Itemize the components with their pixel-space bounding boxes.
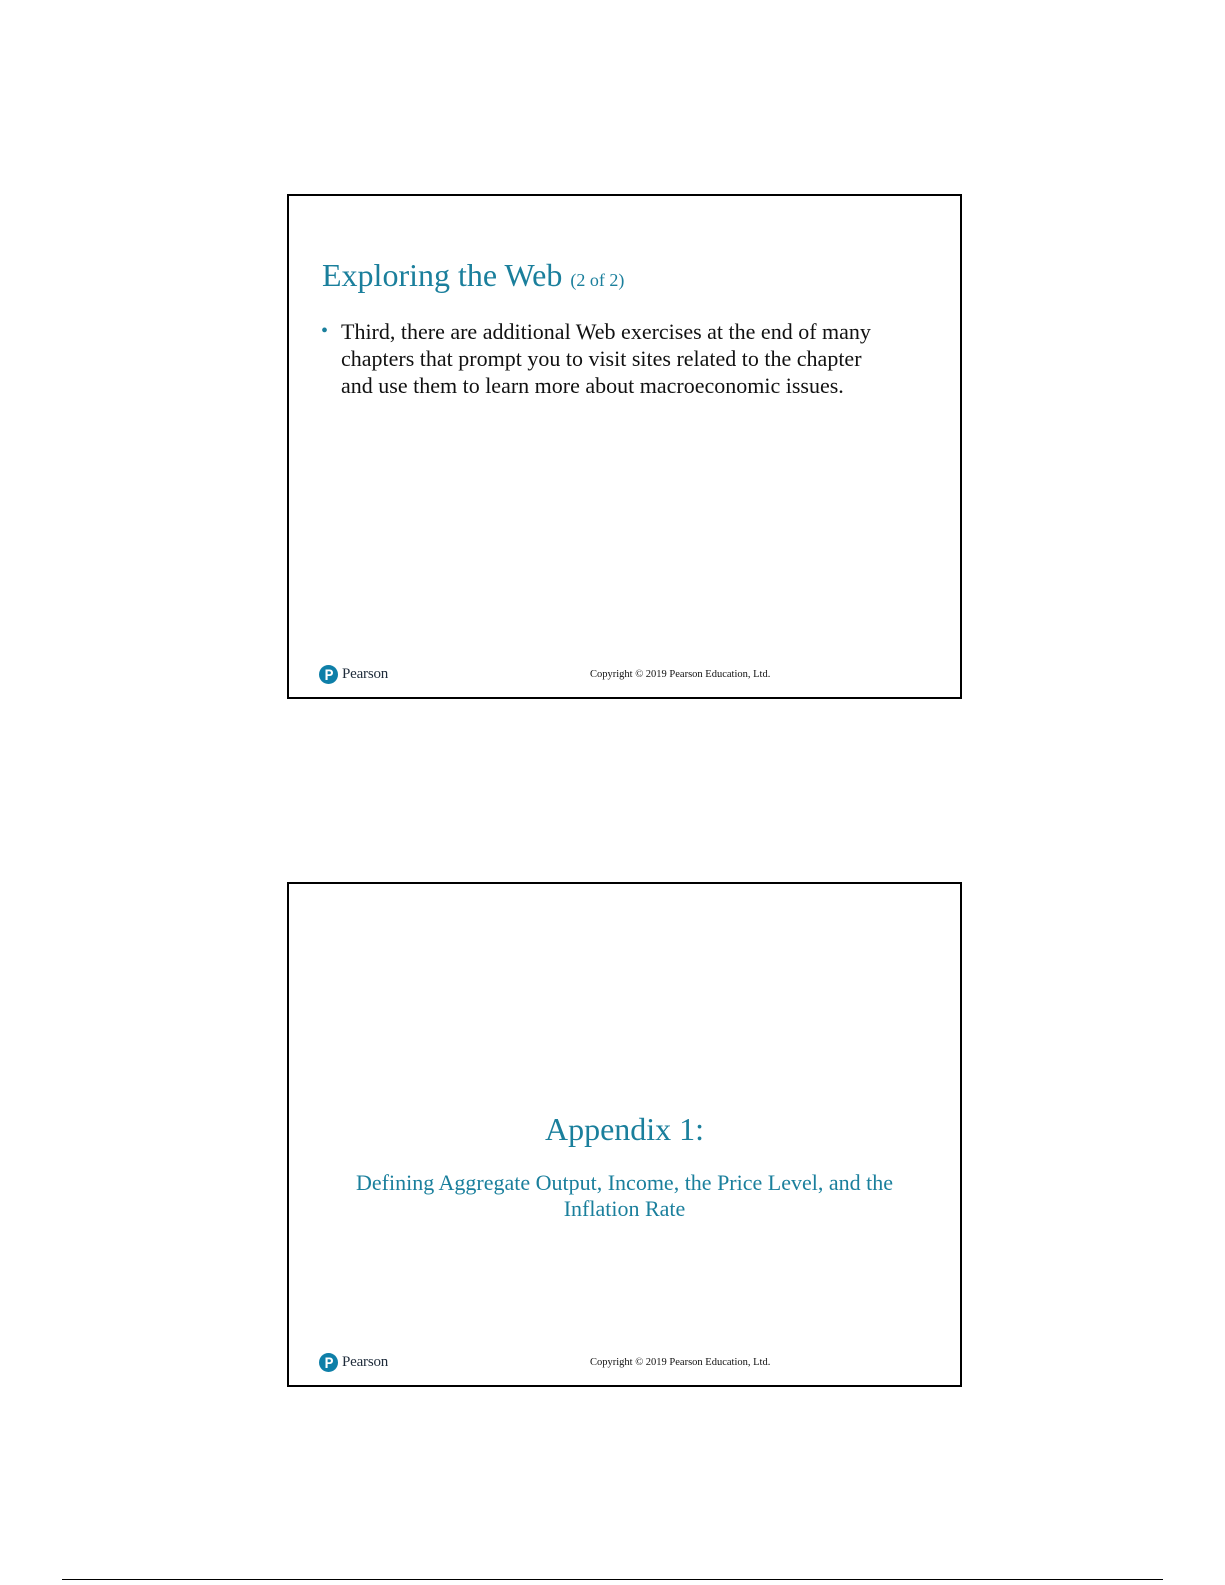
bullet-item bbox=[321, 318, 881, 399]
slide-footer bbox=[289, 663, 960, 689]
bullet-list bbox=[321, 318, 881, 399]
slide-title-page-indicator: (2 of 2) bbox=[570, 270, 625, 290]
logo-text: Pearson bbox=[342, 1354, 389, 1370]
slide-title-text: Exploring the Web bbox=[322, 257, 563, 293]
logo-text: Pearson bbox=[342, 666, 389, 682]
page-bottom-rule bbox=[62, 1579, 1163, 1580]
pearson-p-icon bbox=[319, 1353, 338, 1372]
slide-subtitle: Defining Aggregate Output, Income, the Price Level, and the Inflation Rate bbox=[356, 1170, 893, 1221]
copyright-notice: Copyright © 2019 Pearson Education, Ltd. bbox=[590, 669, 771, 680]
slide-footer bbox=[289, 1351, 960, 1377]
pearson-logo bbox=[319, 1353, 388, 1372]
pearson-logo bbox=[319, 665, 388, 684]
slide-title: Appendix 1: bbox=[544, 1111, 705, 1147]
bullet-text: Third, there are additional Web exercises at the end of many chapters that prompt you to visit sites related to the chapter and use them to learn more about macroeconomic issues. bbox=[341, 319, 871, 398]
slide-exploring-the-web bbox=[287, 194, 962, 699]
slide-title bbox=[322, 256, 624, 299]
copyright-notice: Copyright © 2019 Pearson Education, Ltd. bbox=[590, 1357, 771, 1368]
title-block bbox=[289, 1110, 960, 1222]
bullet-marker: • bbox=[321, 320, 329, 342]
slide-appendix-1 bbox=[287, 882, 962, 1387]
pearson-p-icon bbox=[319, 665, 338, 684]
